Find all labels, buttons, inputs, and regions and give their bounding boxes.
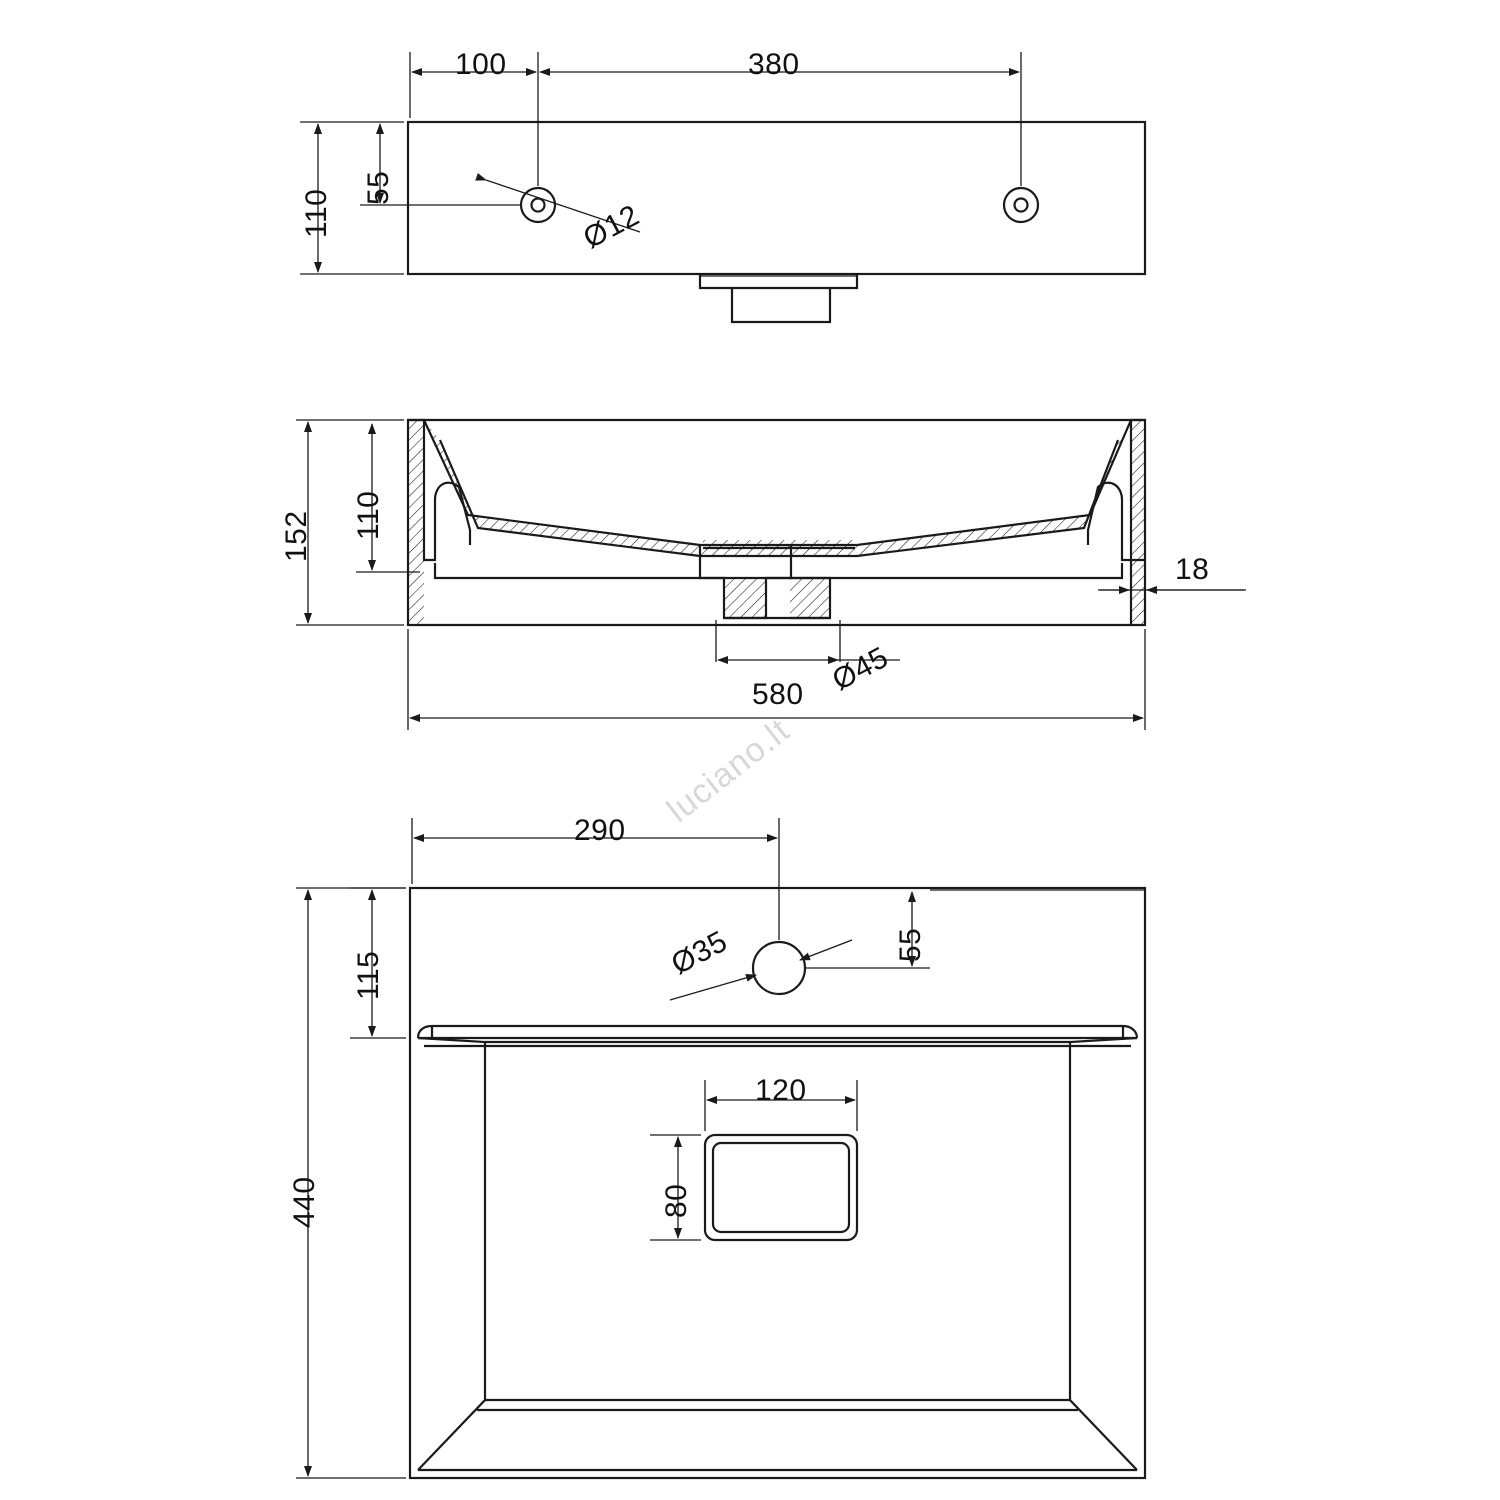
- section-view-geometry: [408, 420, 1145, 625]
- dimension-label-80: 80: [660, 1183, 693, 1218]
- dimension-label-110-top: 110: [300, 188, 333, 238]
- dimension-label-dia35: Ø35: [666, 924, 733, 982]
- plan-view-geometry: [410, 888, 1145, 1478]
- dimension-label-dia12: Ø12: [578, 198, 645, 256]
- dimension-label-120: 120: [755, 1074, 807, 1107]
- dimension-label-18: 18: [1175, 553, 1210, 586]
- dimension-label-580: 580: [752, 678, 804, 711]
- dimension-label-380: 380: [748, 48, 800, 81]
- dimension-label-440: 440: [288, 1176, 321, 1228]
- plan-view-dimensions: [296, 818, 1145, 1478]
- top-view-geometry: [408, 122, 1145, 322]
- dimension-label-55-plan: 55: [894, 927, 927, 962]
- dimension-label-100: 100: [455, 48, 507, 81]
- dimension-label-115: 115: [352, 950, 385, 1000]
- dimension-label-110-section: 110: [352, 490, 385, 540]
- dimension-label-55-top: 55: [362, 170, 395, 205]
- dimension-label-290: 290: [574, 814, 626, 847]
- dimension-label-dia45: Ø45: [827, 640, 894, 698]
- dimension-label-152: 152: [280, 510, 313, 562]
- watermark: luciano.lt: [660, 711, 798, 830]
